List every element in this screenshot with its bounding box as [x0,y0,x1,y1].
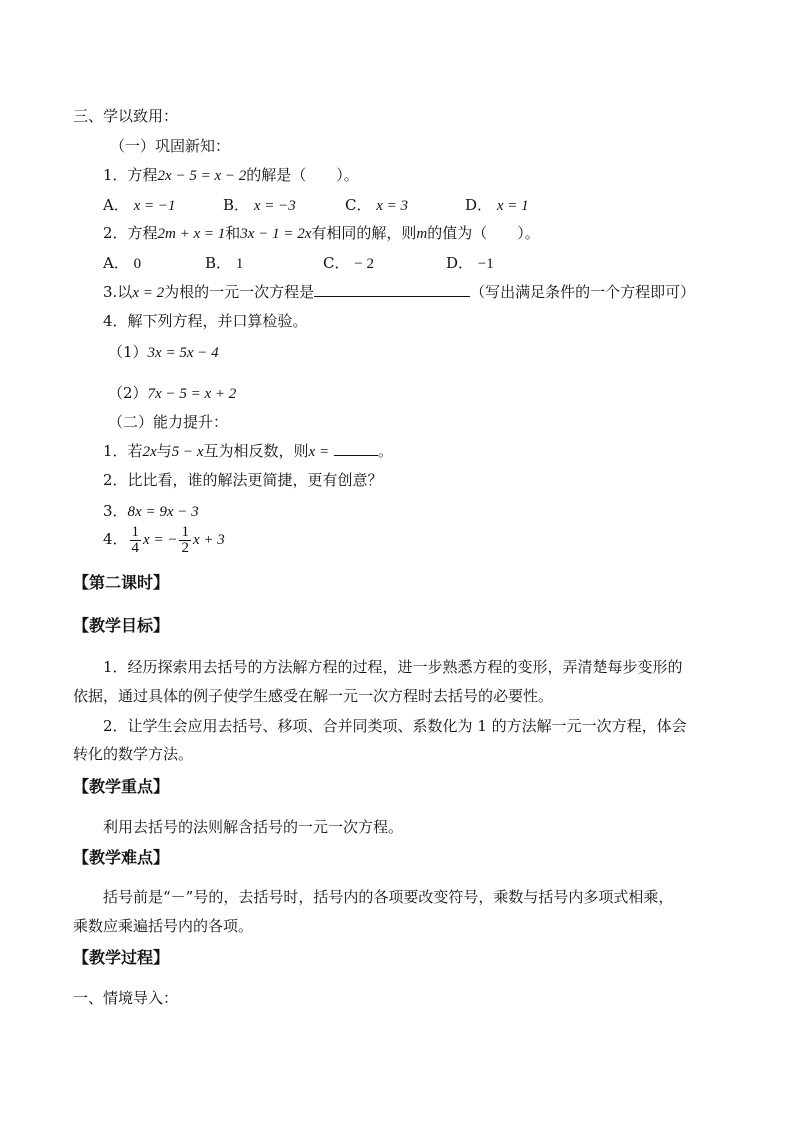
fraction-one-half: $\frac{1}{2}$ [181,523,189,556]
q2-option-c: C． − 2 [323,254,374,272]
q2-equation-2: 3x − 1 = 2x [240,226,312,242]
goal-2-line-1: 2．让学生会应用去括号、移项、合并同类项、系数化为 1 的方法解一元一次方程，体会 [103,717,687,735]
q3-root: x = 2 [132,285,165,301]
goal-1-line-2: 依据，通过具体的例子使学生感受在解一元一次方程时去括号的必要性。 [73,687,554,705]
q3-suffix: （写出满足条件的一个方程即可） [470,283,696,301]
q2-options [103,253,523,273]
q4-item-2: （2）7x − 5 = x + 2 [108,384,237,402]
q2-var: m [416,226,428,242]
difficulty-line-2: 乘数应乘遍括号内的各项。 [73,917,254,935]
goal-2-line-2: 转化的数学方法。 [73,745,194,763]
difficulty-line-1: 括号前是“－”号的，去括号时，括号内的各项要改变符号，乘数与括号内多项式相乘， [103,888,674,906]
q3-prefix: 3.以 [103,283,133,301]
part2-question-2: 2．比比看，谁的解法更简捷，更有创意？ [103,471,383,489]
q1-option-b: B． x = −3 [223,196,296,214]
question-2 [103,223,540,244]
q1-option-d: D． x = 1 [465,196,529,214]
q2-option-d: D． −1 [446,254,494,272]
question-1 [103,165,359,186]
goal-1-line-1: 1．经历探索用去括号的方法解方程的过程，进一步熟悉方程的变形，弄清楚每步变形的 [103,658,683,676]
lesson2-heading: 【第二课时】 [73,573,170,592]
part2-question-3: 3．8x = 9x − 3 [103,502,199,520]
q2-equation-1: 2m + x = 1 [157,226,226,242]
q1-option-c: C． x = 3 [345,196,409,214]
q2-prefix: 2．方程 [103,224,158,242]
question-4: 4．解下列方程，并口算检验。 [103,312,308,330]
q3-answer-blank[interactable] [314,282,470,297]
part2-q1-answer-blank[interactable] [334,441,378,456]
q1-prefix: 1．方程 [103,166,158,184]
process-heading: 【教学过程】 [73,948,170,967]
q2-suffix: 的值为（ ）。 [427,224,540,242]
part1-title: （一）巩固新知： [110,137,231,155]
intro-title: 一、情境导入： [73,989,179,1007]
q1-suffix: 的解是（ ）。 [246,166,359,184]
q2-and: 和 [225,224,241,242]
key-points-heading: 【教学重点】 [73,777,170,796]
q1-option-a: A． x = −1 [103,196,176,214]
q4-item-1: （1）3x = 5x − 4 [108,343,219,361]
q2-option-a: A． 0 [103,254,142,272]
q1-equation: 2x − 5 = x − 2 [157,168,247,184]
difficulty-heading: 【教学难点】 [73,848,170,867]
part2-title: （二）能力提升： [108,413,229,431]
goals-heading: 【教学目标】 [73,616,170,635]
fraction-one-quarter: $\frac{1}{4}$ [131,523,140,556]
q2-option-b: B． 1 [205,254,244,272]
q3-mid: 为根的一元一次方程是 [164,283,315,301]
question-3 [103,282,695,303]
section-title: 三、学以致用： [73,107,179,125]
key-points-text: 利用去括号的法则解含括号的一元一次方程。 [103,818,404,836]
part2-question-4: 4． $\frac{1}{4}$ x = − $\frac{1}{2}$ x + 3 [103,523,225,556]
q2-mid: 有相同的解，则 [311,224,417,242]
q1-options [103,195,563,215]
part2-question-1: 1．若2x与5 − x互为相反数，则x = 。 [103,442,393,460]
